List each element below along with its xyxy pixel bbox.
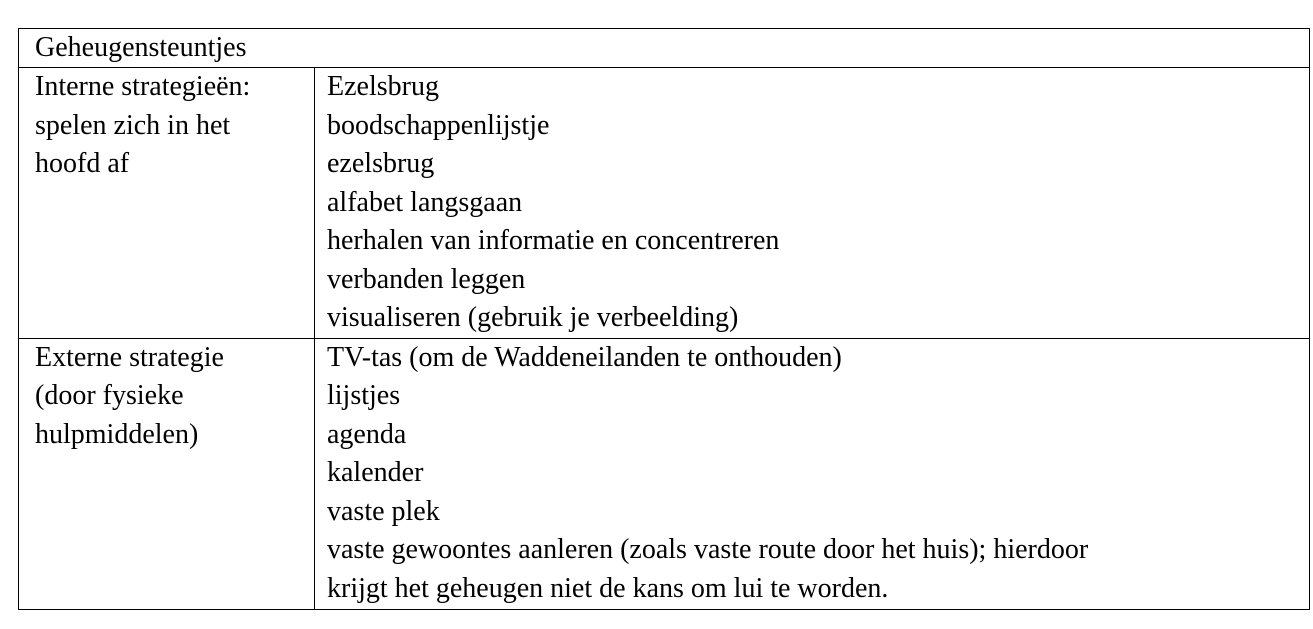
table-title: Geheugensteuntjes <box>35 32 247 63</box>
list-item: visualiseren (gebruik je verbeelding) <box>327 302 739 333</box>
memory-aids-table <box>18 28 1310 610</box>
category-line: (door fysieke <box>35 380 184 411</box>
category-line: hoofd af <box>35 148 130 179</box>
list-item: kalender <box>327 457 424 488</box>
table-title-row <box>19 29 1310 68</box>
table-title-cell <box>19 29 1310 68</box>
list-item: vaste plek <box>327 495 440 527</box>
list-item: vaste gewoontes aanleren (zoals vaste route door het huis); hierdoor <box>327 534 1089 565</box>
category-line: Interne strategieën: <box>35 71 251 102</box>
list-item: herhalen van informatie en concentreren <box>327 225 780 256</box>
list-item: boodschappenlijstje <box>327 109 550 141</box>
list-item: agenda <box>327 418 407 450</box>
table-row-internal <box>19 68 1310 339</box>
category-line: spelen zich in het <box>35 109 231 141</box>
list-item: Ezelsbrug <box>327 71 439 102</box>
items-cell-internal <box>315 68 1310 339</box>
list-item: alfabet langsgaan <box>327 186 523 218</box>
table-row-external <box>19 338 1310 609</box>
list-item: TV-tas (om de Waddeneilanden te onthouden) <box>327 341 842 373</box>
list-item: lijstjes <box>327 380 401 411</box>
category-cell-internal <box>19 68 315 339</box>
list-item: ezelsbrug <box>327 148 435 179</box>
category-line: Externe strategie <box>35 341 224 373</box>
list-item: verbanden leggen <box>327 263 526 295</box>
category-cell-external <box>19 338 315 609</box>
items-cell-external <box>315 338 1310 609</box>
list-item: krijgt het geheugen niet de kans om lui te worden. <box>327 572 889 604</box>
category-line: hulpmiddelen) <box>35 418 199 450</box>
